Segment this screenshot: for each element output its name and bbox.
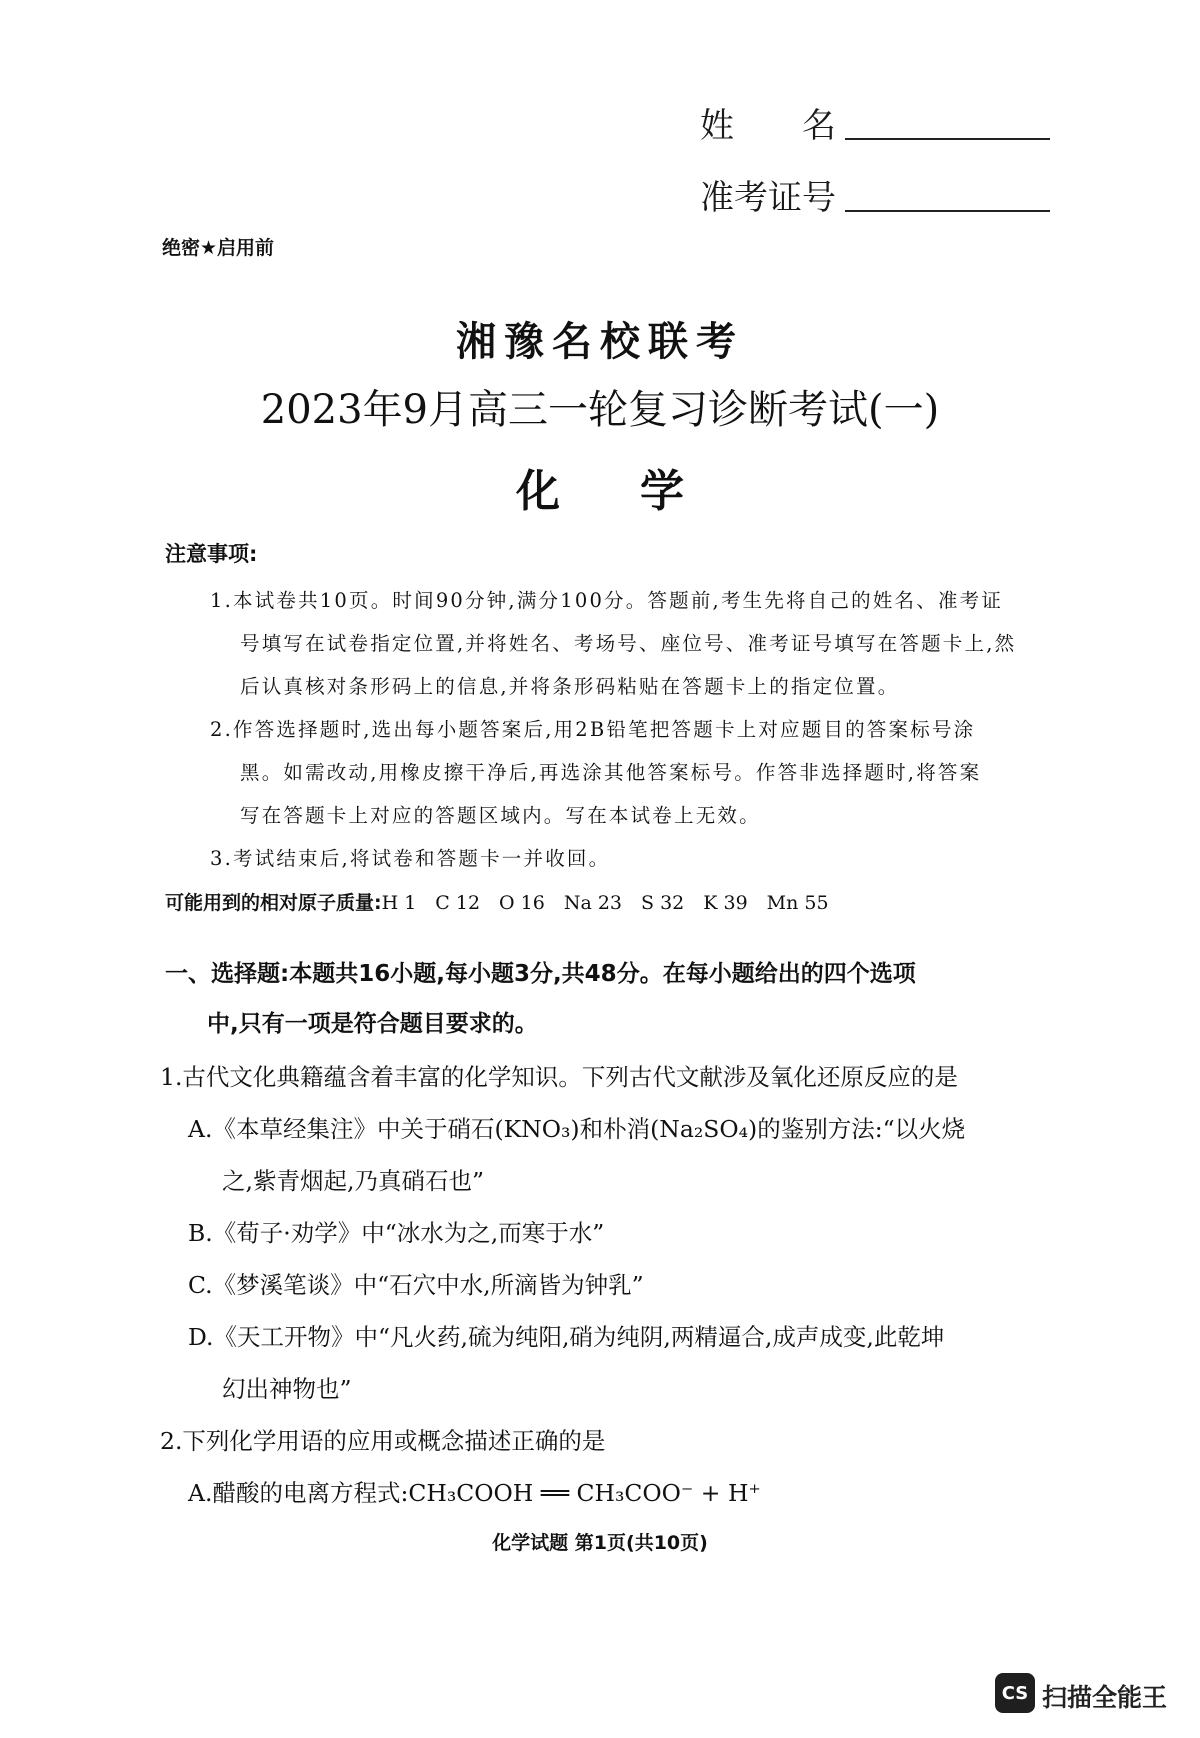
question-1-option-b: B.《荀子·劝学》中“冰水为之,而寒于水”	[188, 1219, 605, 1247]
question-2-stem: 2.下列化学用语的应用或概念描述正确的是	[160, 1427, 606, 1455]
question-1-option-c: C.《梦溪笔谈》中“石穴中水,所滴皆为钟乳”	[188, 1271, 644, 1299]
subject-title: 化学	[516, 466, 764, 517]
section-heading: 一、选择题:本题共16小题,每小题3分,共48分。在每小题给出的四个选项	[165, 961, 916, 987]
notice-line: 号填写在试卷指定位置,并将姓名、考场号、座位号、准考证号填写在答题卡上,然	[240, 632, 1017, 655]
camscanner-logo: CS	[995, 1673, 1035, 1713]
notice-line: 2.作答选择题时,选出每小题答案后,用2B铅笔把答题卡上对应题目的答案标号涂	[210, 718, 976, 741]
question-2-option-a: A.醋酸的电离方程式:CH₃COOH ══ CH₃COO⁻ + H⁺	[188, 1479, 761, 1507]
notice-line: 黑。如需改动,用橡皮擦干净后,再选涂其他答案标号。作答非选择题时,将答案	[240, 761, 982, 784]
section-heading-cont: 中,只有一项是符合题目要求的。	[207, 1011, 538, 1037]
exam-union-title: 湘豫名校联考	[456, 319, 744, 365]
exam-title: 2023年9月高三一轮复习诊断考试(一)	[260, 387, 940, 433]
exam-id-blank-line	[845, 210, 1050, 212]
question-1-option-d: D.《天工开物》中“凡火药,硫为纯阳,硝为纯阴,两精逼合,成声成变,此乾坤	[188, 1323, 945, 1351]
atomic-mass-row	[165, 888, 829, 915]
notice-line: 后认真核对条形码上的信息,并将条形码粘贴在答题卡上的指定位置。	[240, 675, 900, 698]
question-1-option-a-cont: 之,紫青烟起,乃真硝石也”	[222, 1167, 484, 1195]
confidential-mark: 绝密★启用前	[162, 237, 275, 259]
camscanner-text: 扫描全能王	[1042, 1683, 1168, 1712]
name-blank-line	[845, 138, 1050, 140]
question-1-option-d-cont: 幻出神物也”	[222, 1375, 352, 1403]
name-label: 姓 名	[700, 106, 836, 146]
notice-line: 1.本试卷共10页。时间90分钟,满分100分。答题前,考生先将自己的姓名、准考证	[210, 589, 1004, 612]
question-1-stem: 1.古代文化典籍蕴含着丰富的化学知识。下列古代文献涉及氧化还原反应的是	[160, 1063, 958, 1091]
atomic-mass-label: 可能用到的相对原子质量:	[165, 892, 382, 914]
notice-heading: 注意事项:	[165, 542, 258, 566]
atomic-mass-values: H 1 C 12 O 16 Na 23 S 32 K 39 Mn 55	[381, 892, 829, 914]
page-footer: 化学试题 第1页(共10页)	[492, 1532, 708, 1554]
notice-line: 写在答题卡上对应的答题区域内。写在本试卷上无效。	[240, 804, 761, 827]
question-1-option-a: A.《本草经集注》中关于硝石(KNO₃)和朴消(Na₂SO₄)的鉴别方法:“以火烧	[188, 1115, 966, 1143]
notice-line: 3.考试结束后,将试卷和答题卡一并收回。	[210, 847, 611, 870]
exam-id-label: 准考证号	[700, 178, 836, 218]
